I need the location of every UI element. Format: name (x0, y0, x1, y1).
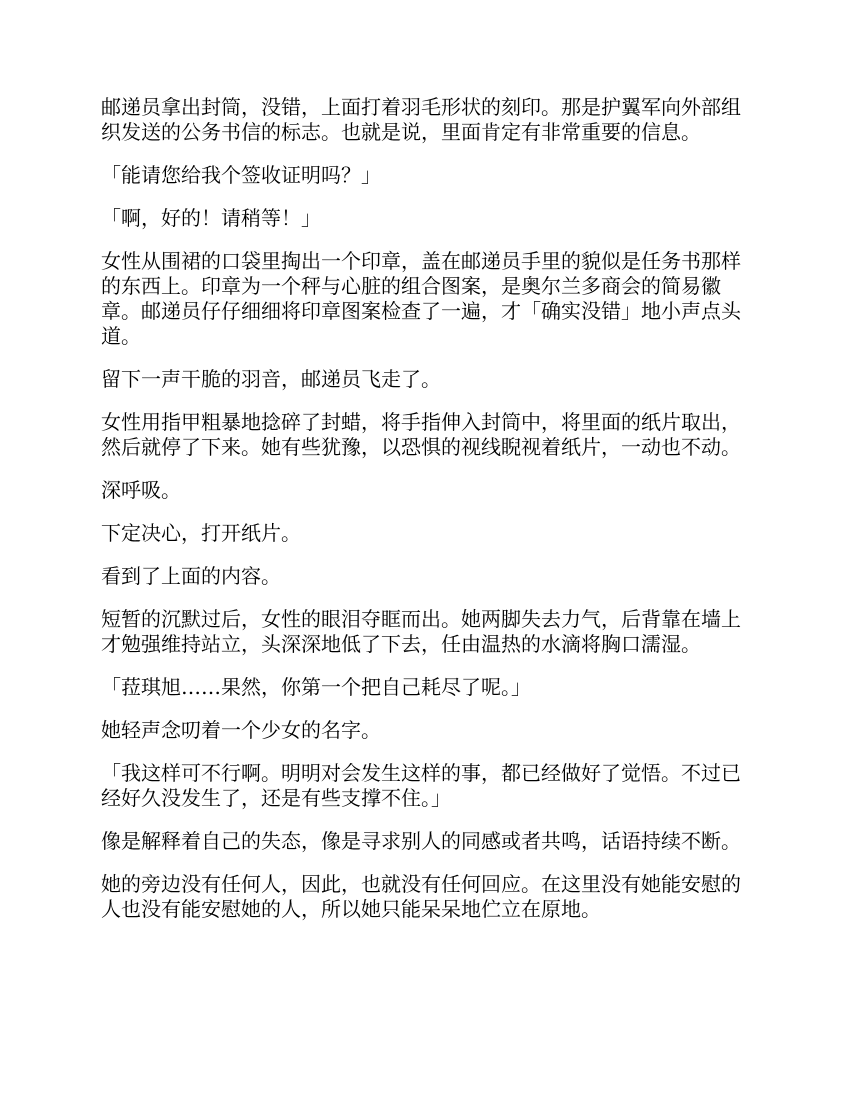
paragraph: 「啊，好的！请稍等！」 (101, 206, 321, 230)
document-page (101, 95, 751, 940)
paragraph: 「能请您给我个签收证明吗？」 (101, 163, 381, 187)
paragraph: 看到了上面的内容。 (101, 564, 281, 588)
paragraph: 像是解释着自己的失态，像是寻求别人的同感或者共鸣，话语持续不断。 (101, 829, 741, 853)
paragraph: 「菈琪旭……果然，你第一个把自己耗尽了呢。」 (101, 675, 531, 699)
paragraph: 她的旁边没有任何人，因此，也就没有任何回应。在这里没有她能安慰的人也没有能安慰她的人，所以她只能呆呆地伫立在原地。 (101, 872, 741, 921)
paragraph: 她轻声念叨着一个少女的名字。 (101, 718, 381, 742)
paragraph: 女性用指甲粗暴地捻碎了封蜡，将手指伸入封筒中，将里面的纸片取出，然后就停了下来。她有些犹豫，以恐惧的视线睨视着纸片，一动也不动。 (101, 410, 741, 459)
paragraph: 女性从围裙的口袋里掏出一个印章，盖在邮递员手里的貌似是任务书那样的东西上。印章为一个秤与心脏的组合图案，是奥尔兰多商会的简易徽章。邮递员仔仔细细将印章图案检查了一遍，才「确实没错」地小声点头道。 (101, 249, 741, 348)
paragraph: 下定决心，打开纸片。 (101, 521, 301, 545)
paragraph: 留下一声干脆的羽音，邮递员飞走了。 (101, 367, 441, 391)
paragraph: 深呼吸。 (101, 478, 181, 502)
paragraph: 「我这样可不行啊。明明对会发生这样的事，都已经做好了觉悟。不过已经好久没发生了，还是有些支撑不住。」 (101, 761, 741, 810)
paragraph: 邮递员拿出封筒，没错，上面打着羽毛形状的刻印。那是护翼军向外部组织发送的公务书信的标志。也就是说，里面肯定有非常重要的信息。 (101, 95, 741, 144)
paragraph: 短暂的沉默过后，女性的眼泪夺眶而出。她两脚失去力气，后背靠在墙上才勉强维持站立，头深深地低了下去，任由温热的水滴将胸口濡湿。 (101, 607, 741, 656)
